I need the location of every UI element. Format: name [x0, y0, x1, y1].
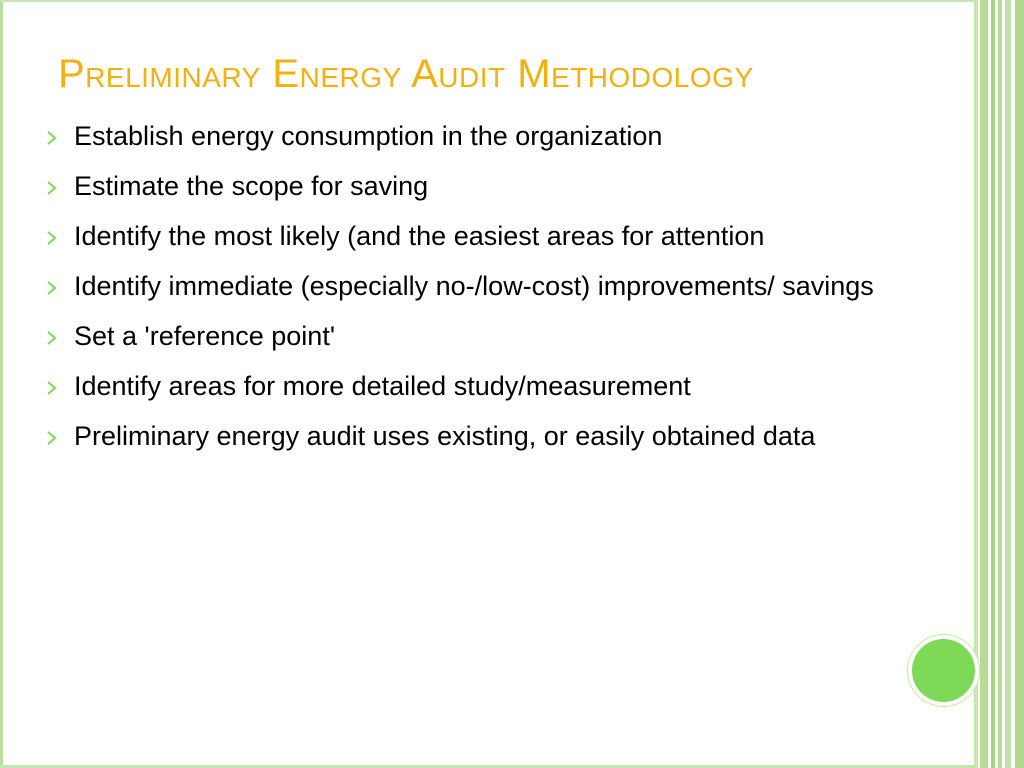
bullet-text: Identify areas for more detailed study/measurement [74, 371, 691, 401]
slide-title: Preliminary Energy Audit Methodology [58, 52, 754, 96]
bullet-item [44, 318, 954, 354]
chevron-right-icon [44, 130, 60, 146]
bullet-text: Set a 'reference point' [74, 321, 335, 351]
chevron-right-icon [44, 330, 60, 346]
chevron-right-icon [44, 430, 60, 446]
chevron-right-icon [44, 180, 60, 196]
bullet-item [44, 418, 954, 454]
bullet-item [44, 218, 954, 254]
bullet-item [44, 118, 954, 154]
decorative-green-circle [912, 639, 975, 702]
bullet-list [44, 118, 954, 468]
decorative-right-stripes [974, 0, 1024, 768]
bullet-text: Identify the most likely (and the easiest areas for attention [74, 221, 765, 251]
bullet-item [44, 168, 954, 204]
bullet-text: Establish energy consumption in the organization [74, 121, 663, 151]
slide-border-left [0, 0, 3, 768]
chevron-right-icon [44, 380, 60, 396]
bullet-text: Estimate the scope for saving [74, 171, 429, 201]
chevron-right-icon [44, 280, 60, 296]
bullet-item [44, 268, 954, 304]
chevron-right-icon [44, 230, 60, 246]
slide-border-top [0, 0, 1024, 2]
bullet-text: Preliminary energy audit uses existing, or easily obtained data [74, 421, 816, 451]
bullet-item [44, 368, 954, 404]
bullet-text: Identify immediate (especially no-/low-cost) improvements/ savings [74, 271, 874, 301]
